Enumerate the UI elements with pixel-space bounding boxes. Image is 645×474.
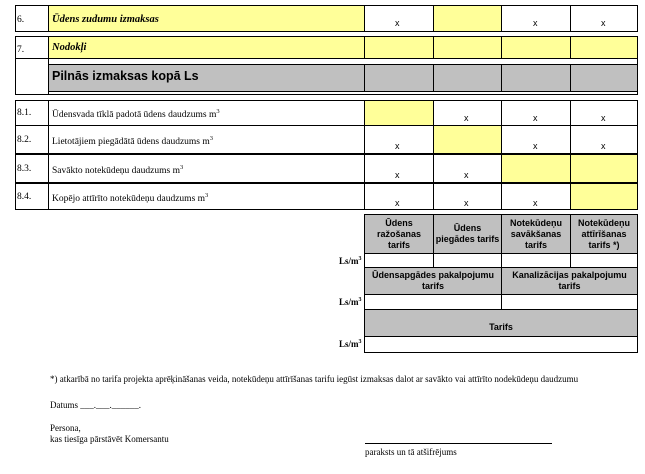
row-8-2-mark-4: x	[601, 141, 606, 151]
row-7-label-cell	[48, 36, 365, 59]
unit-label-2: $Ls/m^3$	[339, 297, 362, 307]
row-8-1-col1	[364, 100, 434, 126]
tariff-value-water-supply[interactable]	[433, 253, 502, 268]
total-row-label: Pilnās izmaksas kopā Ls	[52, 69, 199, 83]
row-8-2-col2	[433, 125, 502, 154]
total-tariff-header: Tarifs	[364, 309, 638, 337]
row-6-mark-3: x	[533, 18, 538, 28]
row-8-4-label: Kopējo attīrīto notekūdeņu daudzums $m^3$	[52, 192, 209, 205]
row-8-1-mark-4: x	[601, 113, 606, 123]
total-row-num-cell	[15, 58, 49, 95]
row-8-4-num: 8.4.	[17, 192, 32, 202]
row-8-3-mark-1: x	[395, 170, 400, 180]
row-6-num: 6.	[17, 15, 25, 25]
row-8-3-label: Savākto notekūdeņu daudzums $m^3$	[52, 164, 184, 177]
signature-line	[365, 443, 552, 444]
total-row-spacer	[48, 58, 638, 95]
row-8-2-num: 8.2.	[17, 135, 32, 145]
row-8-4-mark-1: x	[395, 198, 400, 208]
row-8-4-col4	[570, 183, 638, 210]
service-value-water-supply[interactable]	[364, 294, 502, 310]
unit-label-1: $Ls/m^3$	[339, 256, 362, 266]
row-8-1-mark-3: x	[533, 113, 538, 123]
row-7-label: Nodokļi	[52, 42, 87, 53]
tariff-header-wastewater-collection: Notekūdeņu savākšanas tarifs	[501, 214, 571, 254]
service-header-sewerage: Kanalizācijas pakalpojumu tarifs	[501, 267, 638, 295]
row-8-3-col3	[501, 154, 571, 183]
row-8-2-label: Lietotājiem piegādātā ūdens daudzums $m^3$	[52, 135, 214, 148]
tariff-header-wastewater-treatment: Notekūdeņu attīrīšanas tarifs *)	[570, 214, 638, 254]
row-6-mark-1: x	[395, 18, 400, 28]
row-6-col2	[433, 5, 502, 32]
signature-label: paraksts un tā atšifrējums	[365, 447, 457, 457]
row-8-2-mark-3: x	[533, 141, 538, 151]
row-6-label: Ūdens zudumu izmaksas	[52, 14, 159, 25]
tariff-header-water-production: Ūdens ražošanas tarifs	[364, 214, 434, 254]
service-header-water-supply: Ūdensapgādes pakalpojumu tarifs	[364, 267, 502, 295]
row-8-4-mark-3: x	[533, 198, 538, 208]
row-7-col2	[433, 36, 502, 59]
tariff-value-water-production[interactable]	[364, 253, 434, 268]
row-7-num: 7.	[17, 45, 25, 55]
row-8-4-mark-2: x	[464, 198, 469, 208]
row-8-3-col4	[570, 154, 638, 183]
total-tariff-value[interactable]	[364, 336, 638, 353]
row-8-1-mark-2: x	[464, 113, 469, 123]
footnote: *) atkarībā no tarifa projekta aprēķināšanas veida, notekūdeņu attīrīšanas tarifu iegūst izmaksas dalot ar savākto vai attīrīto nodekūdeņu daudzumu	[50, 374, 579, 384]
unit-label-3: $Ls/m^3$	[339, 339, 362, 349]
row-7-col4	[570, 36, 638, 59]
row-8-1-label: Ūdensvada tīklā padotā ūdens daudzums $m^3$	[52, 108, 220, 121]
row-8-2-mark-1: x	[395, 141, 400, 151]
row-8-3-mark-2: x	[464, 170, 469, 180]
tariff-value-wastewater-treatment[interactable]	[570, 253, 638, 268]
row-8-1-num: 8.1.	[17, 108, 32, 118]
row-7-col3	[501, 36, 571, 59]
tariff-header-water-supply: Ūdens piegādes tarifs	[433, 214, 502, 254]
row-6-mark-4: x	[601, 18, 606, 28]
date-label: Datums ___.___.______.	[50, 400, 141, 410]
row-8-3-num: 8.3.	[17, 164, 32, 174]
row-7-col1	[364, 36, 434, 59]
person-label-line2: kas tiesīga pārstāvēt Komersantu	[50, 434, 169, 444]
tariff-value-wastewater-collection[interactable]	[501, 253, 571, 268]
service-value-sewerage[interactable]	[501, 294, 638, 310]
person-label-line1: Persona,	[50, 423, 81, 433]
